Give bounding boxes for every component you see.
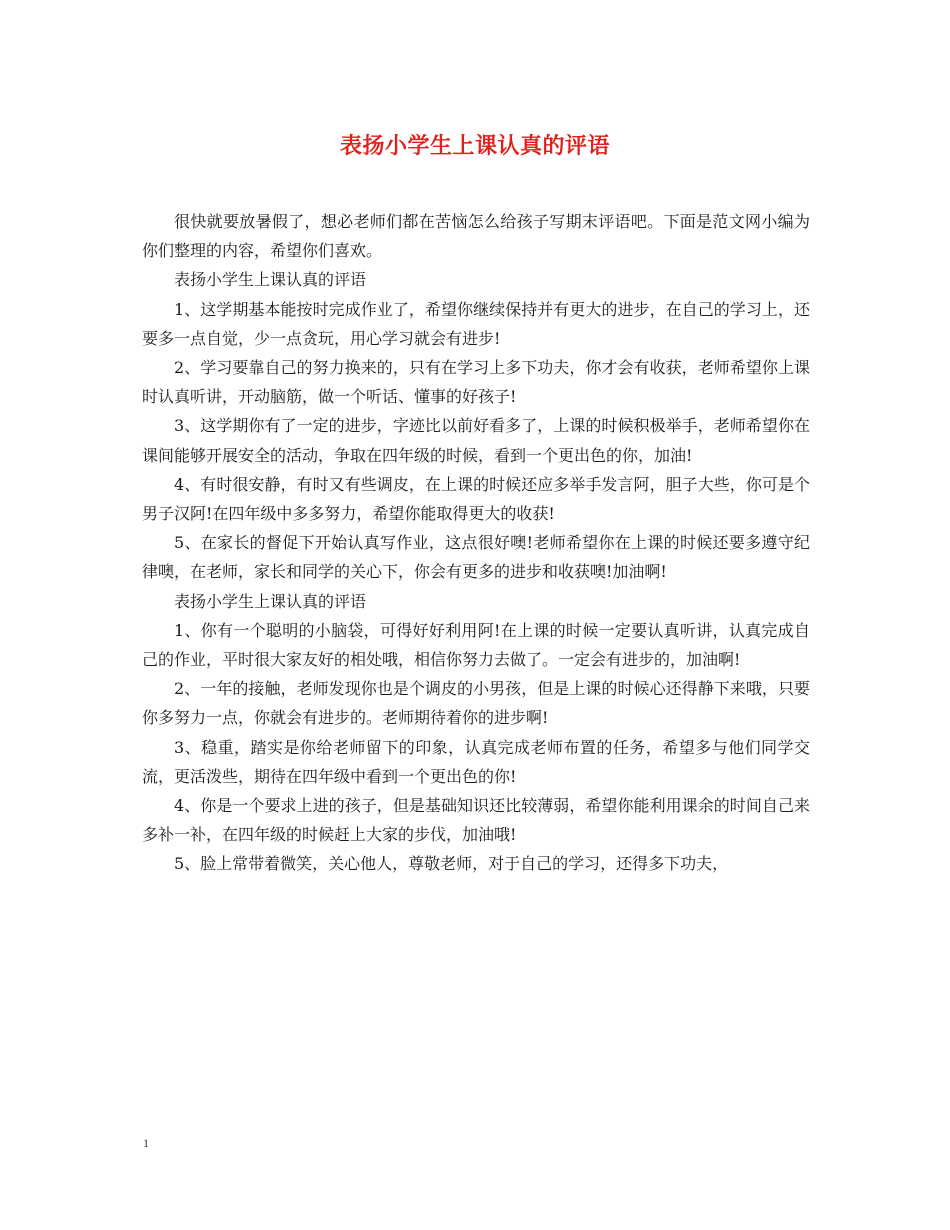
comment-paragraph: 5、在家长的督促下开始认真写作业，这点很好噢!老师希望你在上课的时候还要多遵守纪律噢，在老师，家长和同学的关心下，你会有更多的进步和收获噢!加油啊! <box>142 533 810 582</box>
comment-paragraph: 4、你是一个要求上进的孩子，但是基础知识还比较薄弱，希望你能利用课余的时间自己来多补一补，在四年级的时候赶上大家的步伐，加油哦! <box>142 796 810 845</box>
comment-paragraph: 2、学习要靠自己的努力换来的，只有在学习上多下功夫，你才会有收获，老师希望你上课时认真听讲，开动脑筋，做一个听话、懂事的好孩子! <box>142 358 810 407</box>
comment-paragraph: 4、有时很安静，有时又有些调皮，在上课的时候还应多举手发言阿，胆子大些，你可是个男子汉阿!在四年级中多多努力，希望你能取得更大的收获! <box>142 474 810 524</box>
comment-paragraph: 1、你有一个聪明的小脑袋，可得好好利用阿!在上课的时候一定要认真听讲，认真完成自己的作业，平时很大家友好的相处哦，相信你努力去做了。一定会有进步的，加油啊! <box>142 620 810 670</box>
page-number: 1 <box>143 1136 149 1150</box>
comment-paragraph: 5、脸上常带着微笑，关心他人，尊敬老师，对于自己的学习，还得多下功夫， <box>174 854 729 874</box>
intro-paragraph: 很快就要放暑假了，想必老师们都在苦恼怎么给孩子写期末评语吧。下面是范文网小编为你们整理的内容，希望你们喜欢。 <box>142 212 810 261</box>
comment-paragraph: 3、稳重，踏实是你给老师留下的印象，认真完成老师布置的任务，希望多与他们同学交流，更活泼些，期待在四年级中看到一个更出色的你! <box>142 737 810 786</box>
comment-paragraph: 1、这学期基本能按时完成作业了，希望你继续保持并有更大的进步，在自己的学习上，还要多一点自觉，少一点贪玩，用心学习就会有进步! <box>142 299 810 348</box>
document-body <box>142 207 810 879</box>
section-heading: 表扬小学生上课认真的评语 <box>174 591 367 611</box>
section-heading: 表扬小学生上课认真的评语 <box>174 270 367 290</box>
document-title: 表扬小学生上课认真的评语 <box>339 133 610 159</box>
comment-paragraph: 2、一年的接触，老师发现你也是个调皮的小男孩，但是上课的时候心还得静下来哦，只要你多努力一点，你就会有进步的。老师期待着你的进步啊! <box>142 679 810 728</box>
comment-paragraph: 3、这学期你有了一定的进步，字迹比以前好看多了，上课的时候积极举手，老师希望你在课间能够开展安全的活动，争取在四年级的时候，看到一个更出色的你，加油! <box>142 416 810 465</box>
